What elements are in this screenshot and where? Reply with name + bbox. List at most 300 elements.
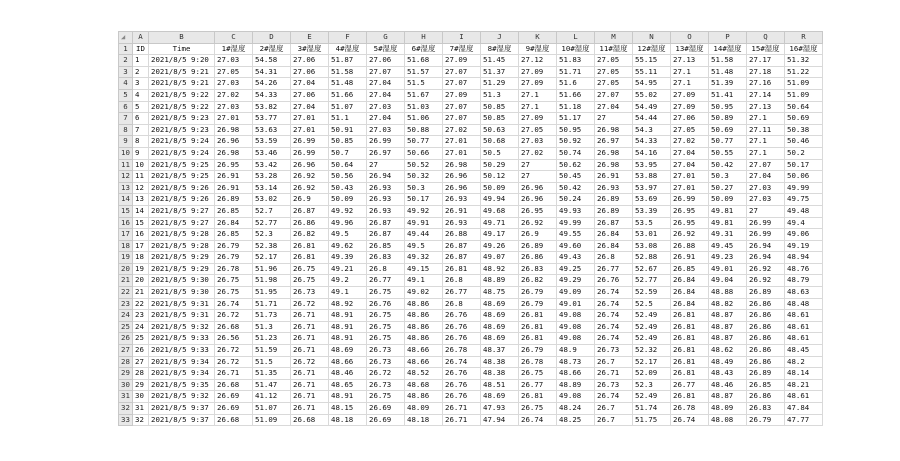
table-cell[interactable]: 2021/8/5 9:32 — [149, 391, 215, 403]
select-all-corner[interactable]: ◢ — [119, 32, 133, 44]
table-cell[interactable]: 27.12 — [519, 55, 557, 67]
table-cell[interactable]: 27.04 — [367, 113, 405, 125]
table-cell[interactable]: 2021/8/5 9:24 — [149, 136, 215, 148]
table-cell[interactable]: 26.71 — [291, 310, 329, 322]
table-cell[interactable]: 26.96 — [443, 171, 481, 183]
table-cell[interactable]: 48.21 — [785, 379, 823, 391]
table-cell[interactable]: 50.68 — [481, 136, 519, 148]
table-cell[interactable]: 51.58 — [329, 66, 367, 78]
table-cell[interactable]: 48.63 — [785, 287, 823, 299]
row-number[interactable]: 15 — [119, 205, 133, 217]
table-cell[interactable]: 48.08 — [709, 414, 747, 426]
table-cell[interactable]: 26.79 — [747, 414, 785, 426]
table-cell[interactable]: 26.68 — [215, 321, 253, 333]
table-cell[interactable]: 26.84 — [215, 217, 253, 229]
table-cell[interactable]: 26.98 — [595, 147, 633, 159]
table-cell[interactable]: 26.75 — [367, 287, 405, 299]
table-cell[interactable]: 50.89 — [709, 113, 747, 125]
table-cell[interactable]: 26.86 — [747, 391, 785, 403]
row-number[interactable]: 28 — [119, 356, 133, 368]
table-cell[interactable]: 49.08 — [557, 333, 595, 345]
table-cell[interactable]: 50.55 — [709, 147, 747, 159]
table-cell[interactable]: 27.05 — [671, 124, 709, 136]
table-cell[interactable]: 53.95 — [633, 159, 671, 171]
table-cell[interactable]: 50.24 — [557, 194, 595, 206]
table-cell[interactable]: 49.62 — [329, 240, 367, 252]
table-cell[interactable]: 48.69 — [481, 298, 519, 310]
table-cell[interactable]: 51.87 — [329, 55, 367, 67]
table-cell[interactable]: 26.79 — [519, 345, 557, 357]
table-cell[interactable]: 26.89 — [215, 194, 253, 206]
column-header-e[interactable]: E — [291, 32, 329, 44]
table-cell[interactable]: 26.96 — [443, 182, 481, 194]
table-cell[interactable]: 28 — [133, 368, 149, 380]
table-cell[interactable]: 49.15 — [405, 263, 443, 275]
table-cell[interactable]: 27.04 — [747, 171, 785, 183]
row-number[interactable]: 18 — [119, 240, 133, 252]
table-cell[interactable]: 27.02 — [519, 147, 557, 159]
table-cell[interactable]: 48.48 — [785, 298, 823, 310]
header-cell[interactable]: 10#湿度 — [557, 43, 595, 55]
table-cell[interactable]: 27.03 — [519, 136, 557, 148]
table-cell[interactable]: 2021/8/5 9:34 — [149, 368, 215, 380]
table-cell[interactable]: 51.95 — [253, 287, 291, 299]
table-cell[interactable]: 51.41 — [709, 89, 747, 101]
table-cell[interactable]: 26.87 — [443, 240, 481, 252]
table-cell[interactable]: 49.08 — [557, 321, 595, 333]
table-cell[interactable]: 51.3 — [481, 89, 519, 101]
table-cell[interactable]: 49.68 — [481, 205, 519, 217]
table-cell[interactable]: 52.32 — [633, 345, 671, 357]
table-cell[interactable]: 27.04 — [291, 101, 329, 113]
table-cell[interactable]: 49.81 — [709, 205, 747, 217]
table-cell[interactable]: 49.71 — [481, 217, 519, 229]
table-cell[interactable]: 26.86 — [291, 217, 329, 229]
row-number[interactable]: 5 — [119, 89, 133, 101]
table-cell[interactable]: 55.02 — [633, 89, 671, 101]
table-cell[interactable]: 26.71 — [291, 403, 329, 415]
table-cell[interactable]: 48.91 — [329, 310, 367, 322]
header-cell[interactable]: 2#湿度 — [253, 43, 291, 55]
table-cell[interactable]: 52.7 — [253, 205, 291, 217]
table-cell[interactable]: 52.77 — [253, 217, 291, 229]
table-cell[interactable]: 27.13 — [671, 55, 709, 67]
table-cell[interactable]: 2021/8/5 9:25 — [149, 159, 215, 171]
row-number[interactable]: 30 — [119, 379, 133, 391]
table-cell[interactable]: 26.82 — [291, 229, 329, 241]
row-number[interactable]: 22 — [119, 287, 133, 299]
row-number[interactable]: 1 — [119, 43, 133, 55]
table-cell[interactable]: 50.63 — [481, 124, 519, 136]
row-number[interactable]: 19 — [119, 252, 133, 264]
table-cell[interactable]: 51.67 — [405, 89, 443, 101]
table-cell[interactable]: 27.03 — [367, 101, 405, 113]
table-cell[interactable]: 50.85 — [481, 113, 519, 125]
table-cell[interactable]: 26.81 — [519, 321, 557, 333]
table-cell[interactable]: 20 — [133, 275, 149, 287]
table-cell[interactable]: 26.97 — [595, 136, 633, 148]
table-cell[interactable]: 49.21 — [329, 263, 367, 275]
column-header-p[interactable]: P — [709, 32, 747, 44]
table-cell[interactable]: 53.46 — [253, 147, 291, 159]
table-cell[interactable]: 26.87 — [443, 252, 481, 264]
table-cell[interactable]: 26.75 — [367, 310, 405, 322]
table-cell[interactable]: 26.97 — [367, 147, 405, 159]
table-cell[interactable]: 26.75 — [367, 333, 405, 345]
table-cell[interactable]: 26.84 — [671, 298, 709, 310]
table-cell[interactable]: 27.1 — [671, 78, 709, 90]
table-cell[interactable]: 27.09 — [671, 101, 709, 113]
table-cell[interactable]: 26.83 — [367, 252, 405, 264]
table-cell[interactable]: 2021/8/5 9:26 — [149, 182, 215, 194]
table-cell[interactable]: 50.27 — [709, 182, 747, 194]
row-number[interactable]: 27 — [119, 345, 133, 357]
table-cell[interactable]: 26.74 — [215, 298, 253, 310]
table-cell[interactable]: 48.86 — [405, 333, 443, 345]
table-cell[interactable]: 26.72 — [215, 345, 253, 357]
table-cell[interactable]: 2021/8/5 9:33 — [149, 333, 215, 345]
table-cell[interactable]: 51.74 — [633, 403, 671, 415]
header-cell[interactable]: 14#湿度 — [709, 43, 747, 55]
table-cell[interactable]: 49.81 — [709, 217, 747, 229]
table-cell[interactable]: 48.69 — [481, 333, 519, 345]
table-cell[interactable]: 26.81 — [519, 310, 557, 322]
table-cell[interactable]: 26.91 — [443, 205, 481, 217]
header-cell[interactable]: 8#湿度 — [481, 43, 519, 55]
table-cell[interactable]: 49.26 — [481, 240, 519, 252]
table-cell[interactable]: 26.96 — [291, 159, 329, 171]
table-cell[interactable]: 26.73 — [367, 345, 405, 357]
table-cell[interactable]: 51.22 — [785, 66, 823, 78]
table-cell[interactable]: 26.87 — [595, 217, 633, 229]
table-cell[interactable]: 49.08 — [557, 310, 595, 322]
table-cell[interactable]: 48.79 — [785, 275, 823, 287]
table-cell[interactable]: 53.88 — [633, 171, 671, 183]
table-cell[interactable]: 26.99 — [747, 217, 785, 229]
table-cell[interactable]: 26.93 — [443, 217, 481, 229]
table-cell[interactable]: 51.57 — [405, 66, 443, 78]
table-cell[interactable]: 55.15 — [633, 55, 671, 67]
table-cell[interactable]: 52.17 — [633, 356, 671, 368]
table-cell[interactable]: 51.09 — [785, 78, 823, 90]
table-cell[interactable]: 26.86 — [747, 345, 785, 357]
table-cell[interactable]: 48.87 — [709, 321, 747, 333]
column-header-i[interactable]: I — [443, 32, 481, 44]
table-cell[interactable]: 26.91 — [671, 252, 709, 264]
table-cell[interactable]: 24 — [133, 321, 149, 333]
table-cell[interactable]: 51.47 — [253, 379, 291, 391]
table-cell[interactable]: 26.74 — [595, 310, 633, 322]
table-cell[interactable]: 49.31 — [709, 229, 747, 241]
header-cell[interactable]: 11#湿度 — [595, 43, 633, 55]
table-cell[interactable]: 26.78 — [519, 356, 557, 368]
table-cell[interactable]: 50.06 — [785, 171, 823, 183]
row-number[interactable]: 31 — [119, 391, 133, 403]
table-cell[interactable]: 26.98 — [215, 147, 253, 159]
table-cell[interactable]: 27.07 — [367, 66, 405, 78]
table-cell[interactable]: 47.84 — [785, 403, 823, 415]
table-cell[interactable]: 48.87 — [709, 333, 747, 345]
table-cell[interactable]: 14 — [133, 205, 149, 217]
table-cell[interactable]: 26.72 — [367, 368, 405, 380]
column-header-c[interactable]: C — [215, 32, 253, 44]
table-cell[interactable]: 49.19 — [785, 240, 823, 252]
table-cell[interactable]: 51.48 — [709, 66, 747, 78]
table-cell[interactable]: 26.96 — [519, 194, 557, 206]
table-cell[interactable]: 50.69 — [709, 124, 747, 136]
table-cell[interactable]: 50.43 — [329, 182, 367, 194]
row-number[interactable]: 33 — [119, 414, 133, 426]
table-cell[interactable]: 51.07 — [329, 101, 367, 113]
table-cell[interactable]: 26.8 — [367, 263, 405, 275]
table-cell[interactable]: 2021/8/5 9:23 — [149, 113, 215, 125]
table-cell[interactable]: 2021/8/5 9:25 — [149, 171, 215, 183]
table-cell[interactable]: 2021/8/5 9:24 — [149, 147, 215, 159]
table-cell[interactable]: 49.45 — [709, 240, 747, 252]
table-cell[interactable]: 27.02 — [215, 89, 253, 101]
column-header-j[interactable]: J — [481, 32, 519, 44]
table-cell[interactable]: 26.82 — [519, 275, 557, 287]
table-cell[interactable]: 26.77 — [443, 287, 481, 299]
table-cell[interactable]: 52.49 — [633, 333, 671, 345]
table-cell[interactable]: 52.17 — [253, 252, 291, 264]
table-cell[interactable]: 50.91 — [329, 124, 367, 136]
table-cell[interactable]: 50.09 — [709, 194, 747, 206]
table-cell[interactable]: 48.65 — [329, 379, 367, 391]
table-cell[interactable]: 2021/8/5 9:27 — [149, 217, 215, 229]
table-cell[interactable]: 48.09 — [709, 403, 747, 415]
table-cell[interactable]: 49.1 — [329, 287, 367, 299]
table-cell[interactable]: 26 — [133, 345, 149, 357]
table-cell[interactable]: 27.1 — [671, 66, 709, 78]
table-cell[interactable]: 2021/8/5 9:27 — [149, 205, 215, 217]
table-cell[interactable]: 48.66 — [329, 356, 367, 368]
table-cell[interactable]: 48.68 — [405, 379, 443, 391]
table-cell[interactable]: 51.03 — [405, 101, 443, 113]
table-cell[interactable]: 50.17 — [785, 159, 823, 171]
column-header-d[interactable]: D — [253, 32, 291, 44]
table-cell[interactable]: 26.69 — [215, 403, 253, 415]
table-cell[interactable]: 27.03 — [215, 101, 253, 113]
table-cell[interactable]: 49.23 — [709, 252, 747, 264]
table-cell[interactable]: 26.8 — [443, 275, 481, 287]
table-cell[interactable]: 48.87 — [709, 391, 747, 403]
table-cell[interactable]: 26.77 — [519, 379, 557, 391]
table-cell[interactable]: 50.42 — [557, 182, 595, 194]
table-cell[interactable]: 15 — [133, 217, 149, 229]
table-cell[interactable]: 26.78 — [671, 403, 709, 415]
table-cell[interactable]: 50.88 — [405, 124, 443, 136]
table-cell[interactable]: 26.72 — [215, 356, 253, 368]
column-header-f[interactable]: F — [329, 32, 367, 44]
table-cell[interactable]: 31 — [133, 403, 149, 415]
table-cell[interactable]: 2021/8/5 9:28 — [149, 240, 215, 252]
table-cell[interactable]: 48.61 — [785, 310, 823, 322]
table-cell[interactable]: 52.3 — [253, 229, 291, 241]
table-cell[interactable]: 26.76 — [443, 391, 481, 403]
table-cell[interactable]: 27 — [595, 113, 633, 125]
table-cell[interactable]: 53.77 — [253, 113, 291, 125]
table-cell[interactable]: 49.5 — [405, 240, 443, 252]
header-cell[interactable]: 6#湿度 — [405, 43, 443, 55]
table-cell[interactable]: 27 — [367, 159, 405, 171]
table-cell[interactable]: 50.12 — [481, 171, 519, 183]
row-number[interactable]: 16 — [119, 217, 133, 229]
table-cell[interactable]: 27.04 — [367, 89, 405, 101]
table-cell[interactable]: 48.88 — [709, 287, 747, 299]
table-cell[interactable]: 54.49 — [633, 101, 671, 113]
header-cell[interactable]: 15#湿度 — [747, 43, 785, 55]
table-cell[interactable]: 27.03 — [747, 194, 785, 206]
table-cell[interactable]: 26.94 — [367, 171, 405, 183]
table-cell[interactable]: 27.09 — [519, 78, 557, 90]
header-cell[interactable]: 5#湿度 — [367, 43, 405, 55]
table-cell[interactable]: 48.94 — [785, 252, 823, 264]
table-cell[interactable]: 47.93 — [481, 403, 519, 415]
table-cell[interactable]: 51.3 — [253, 321, 291, 333]
table-cell[interactable]: 49.96 — [329, 217, 367, 229]
table-cell[interactable]: 26.93 — [443, 194, 481, 206]
table-cell[interactable]: 27.05 — [519, 124, 557, 136]
table-cell[interactable]: 26.76 — [595, 275, 633, 287]
table-cell[interactable]: 52.67 — [633, 263, 671, 275]
table-cell[interactable]: 8 — [133, 136, 149, 148]
table-cell[interactable]: 26.81 — [671, 321, 709, 333]
table-cell[interactable]: 48.24 — [557, 403, 595, 415]
table-cell[interactable]: 2021/8/5 9:29 — [149, 263, 215, 275]
table-cell[interactable]: 50.74 — [557, 147, 595, 159]
table-cell[interactable]: 26.68 — [215, 379, 253, 391]
table-cell[interactable]: 26.75 — [215, 287, 253, 299]
table-cell[interactable]: 52.49 — [633, 310, 671, 322]
table-cell[interactable]: 49.75 — [785, 194, 823, 206]
table-cell[interactable]: 26.98 — [443, 159, 481, 171]
table-cell[interactable]: 26.71 — [291, 321, 329, 333]
table-cell[interactable]: 54.44 — [633, 113, 671, 125]
table-cell[interactable]: 26.89 — [747, 287, 785, 299]
table-cell[interactable]: 26.86 — [747, 310, 785, 322]
table-cell[interactable]: 26.86 — [747, 298, 785, 310]
table-cell[interactable]: 26.83 — [519, 263, 557, 275]
table-cell[interactable]: 54.95 — [633, 78, 671, 90]
column-header-b[interactable]: B — [149, 32, 215, 44]
table-cell[interactable]: 26.71 — [291, 368, 329, 380]
table-cell[interactable]: 26.71 — [291, 345, 329, 357]
row-number[interactable]: 26 — [119, 333, 133, 345]
table-cell[interactable]: 26.96 — [519, 182, 557, 194]
table-cell[interactable]: 48.92 — [481, 263, 519, 275]
table-cell[interactable]: 26.86 — [747, 356, 785, 368]
table-cell[interactable]: 26.77 — [671, 379, 709, 391]
column-header-r[interactable]: R — [785, 32, 823, 44]
table-cell[interactable]: 26.68 — [215, 414, 253, 426]
table-cell[interactable]: 26.76 — [443, 310, 481, 322]
table-cell[interactable]: 51.06 — [405, 113, 443, 125]
table-cell[interactable]: 49.08 — [557, 391, 595, 403]
table-cell[interactable]: 26.99 — [291, 136, 329, 148]
table-cell[interactable]: 27.09 — [671, 89, 709, 101]
table-cell[interactable]: 27.07 — [595, 89, 633, 101]
column-header-k[interactable]: K — [519, 32, 557, 44]
table-cell[interactable]: 52.77 — [633, 275, 671, 287]
table-cell[interactable]: 2021/8/5 9:21 — [149, 78, 215, 90]
table-cell[interactable]: 51.5 — [405, 78, 443, 90]
table-cell[interactable]: 49.25 — [557, 263, 595, 275]
table-cell[interactable]: 54.58 — [253, 55, 291, 67]
table-cell[interactable]: 48.14 — [785, 368, 823, 380]
table-cell[interactable]: 50.95 — [557, 124, 595, 136]
table-cell[interactable]: 50.29 — [481, 159, 519, 171]
table-cell[interactable]: 51.83 — [557, 55, 595, 67]
table-cell[interactable]: 27.01 — [215, 113, 253, 125]
table-cell[interactable]: 26.73 — [595, 379, 633, 391]
table-cell[interactable]: 27.03 — [215, 55, 253, 67]
table-cell[interactable]: 50.17 — [405, 194, 443, 206]
table-cell[interactable]: 1 — [133, 55, 149, 67]
table-cell[interactable]: 26.76 — [443, 333, 481, 345]
table-cell[interactable]: 48.69 — [481, 321, 519, 333]
table-cell[interactable]: 27.06 — [291, 55, 329, 67]
table-cell[interactable]: 50.52 — [405, 159, 443, 171]
row-number[interactable]: 11 — [119, 159, 133, 171]
table-cell[interactable]: 26.79 — [215, 240, 253, 252]
table-cell[interactable]: 49.94 — [481, 194, 519, 206]
table-cell[interactable]: 26.81 — [519, 333, 557, 345]
table-cell[interactable]: 6 — [133, 113, 149, 125]
table-cell[interactable]: 26.73 — [595, 345, 633, 357]
row-number[interactable]: 8 — [119, 124, 133, 136]
table-cell[interactable]: 52.5 — [633, 298, 671, 310]
table-cell[interactable]: 53.39 — [633, 205, 671, 217]
table-cell[interactable]: 50.66 — [405, 147, 443, 159]
table-cell[interactable]: 49.44 — [405, 229, 443, 241]
table-cell[interactable]: 51.75 — [633, 414, 671, 426]
table-cell[interactable]: 26.76 — [443, 368, 481, 380]
column-header-g[interactable]: G — [367, 32, 405, 44]
row-number[interactable]: 3 — [119, 66, 133, 78]
table-cell[interactable]: 26.81 — [671, 356, 709, 368]
table-cell[interactable]: 51.1 — [329, 113, 367, 125]
table-cell[interactable]: 26.99 — [367, 136, 405, 148]
table-cell[interactable]: 26.98 — [595, 159, 633, 171]
table-cell[interactable]: 53.42 — [253, 159, 291, 171]
table-cell[interactable]: 26.92 — [519, 217, 557, 229]
table-cell[interactable]: 49.99 — [785, 182, 823, 194]
table-cell[interactable]: 51.09 — [785, 89, 823, 101]
table-cell[interactable]: 26.81 — [671, 345, 709, 357]
row-number[interactable]: 10 — [119, 147, 133, 159]
table-cell[interactable]: 48.87 — [709, 310, 747, 322]
table-cell[interactable]: 2021/8/5 9:34 — [149, 356, 215, 368]
table-cell[interactable]: 51.37 — [481, 66, 519, 78]
table-cell[interactable]: 48.66 — [405, 345, 443, 357]
row-number[interactable]: 25 — [119, 321, 133, 333]
table-cell[interactable]: 54.26 — [253, 78, 291, 90]
table-cell[interactable]: 26.56 — [215, 333, 253, 345]
row-number[interactable]: 13 — [119, 182, 133, 194]
table-cell[interactable]: 26.85 — [671, 263, 709, 275]
table-cell[interactable]: 53.82 — [253, 101, 291, 113]
table-cell[interactable]: 26.74 — [595, 333, 633, 345]
table-cell[interactable]: 26.72 — [291, 356, 329, 368]
table-cell[interactable]: 26.75 — [519, 403, 557, 415]
table-cell[interactable]: 48.51 — [481, 379, 519, 391]
column-header-o[interactable]: O — [671, 32, 709, 44]
table-cell[interactable]: 27.01 — [671, 182, 709, 194]
table-cell[interactable]: 49.06 — [785, 229, 823, 241]
table-cell[interactable]: 27.13 — [747, 101, 785, 113]
table-cell[interactable]: 49.43 — [557, 252, 595, 264]
